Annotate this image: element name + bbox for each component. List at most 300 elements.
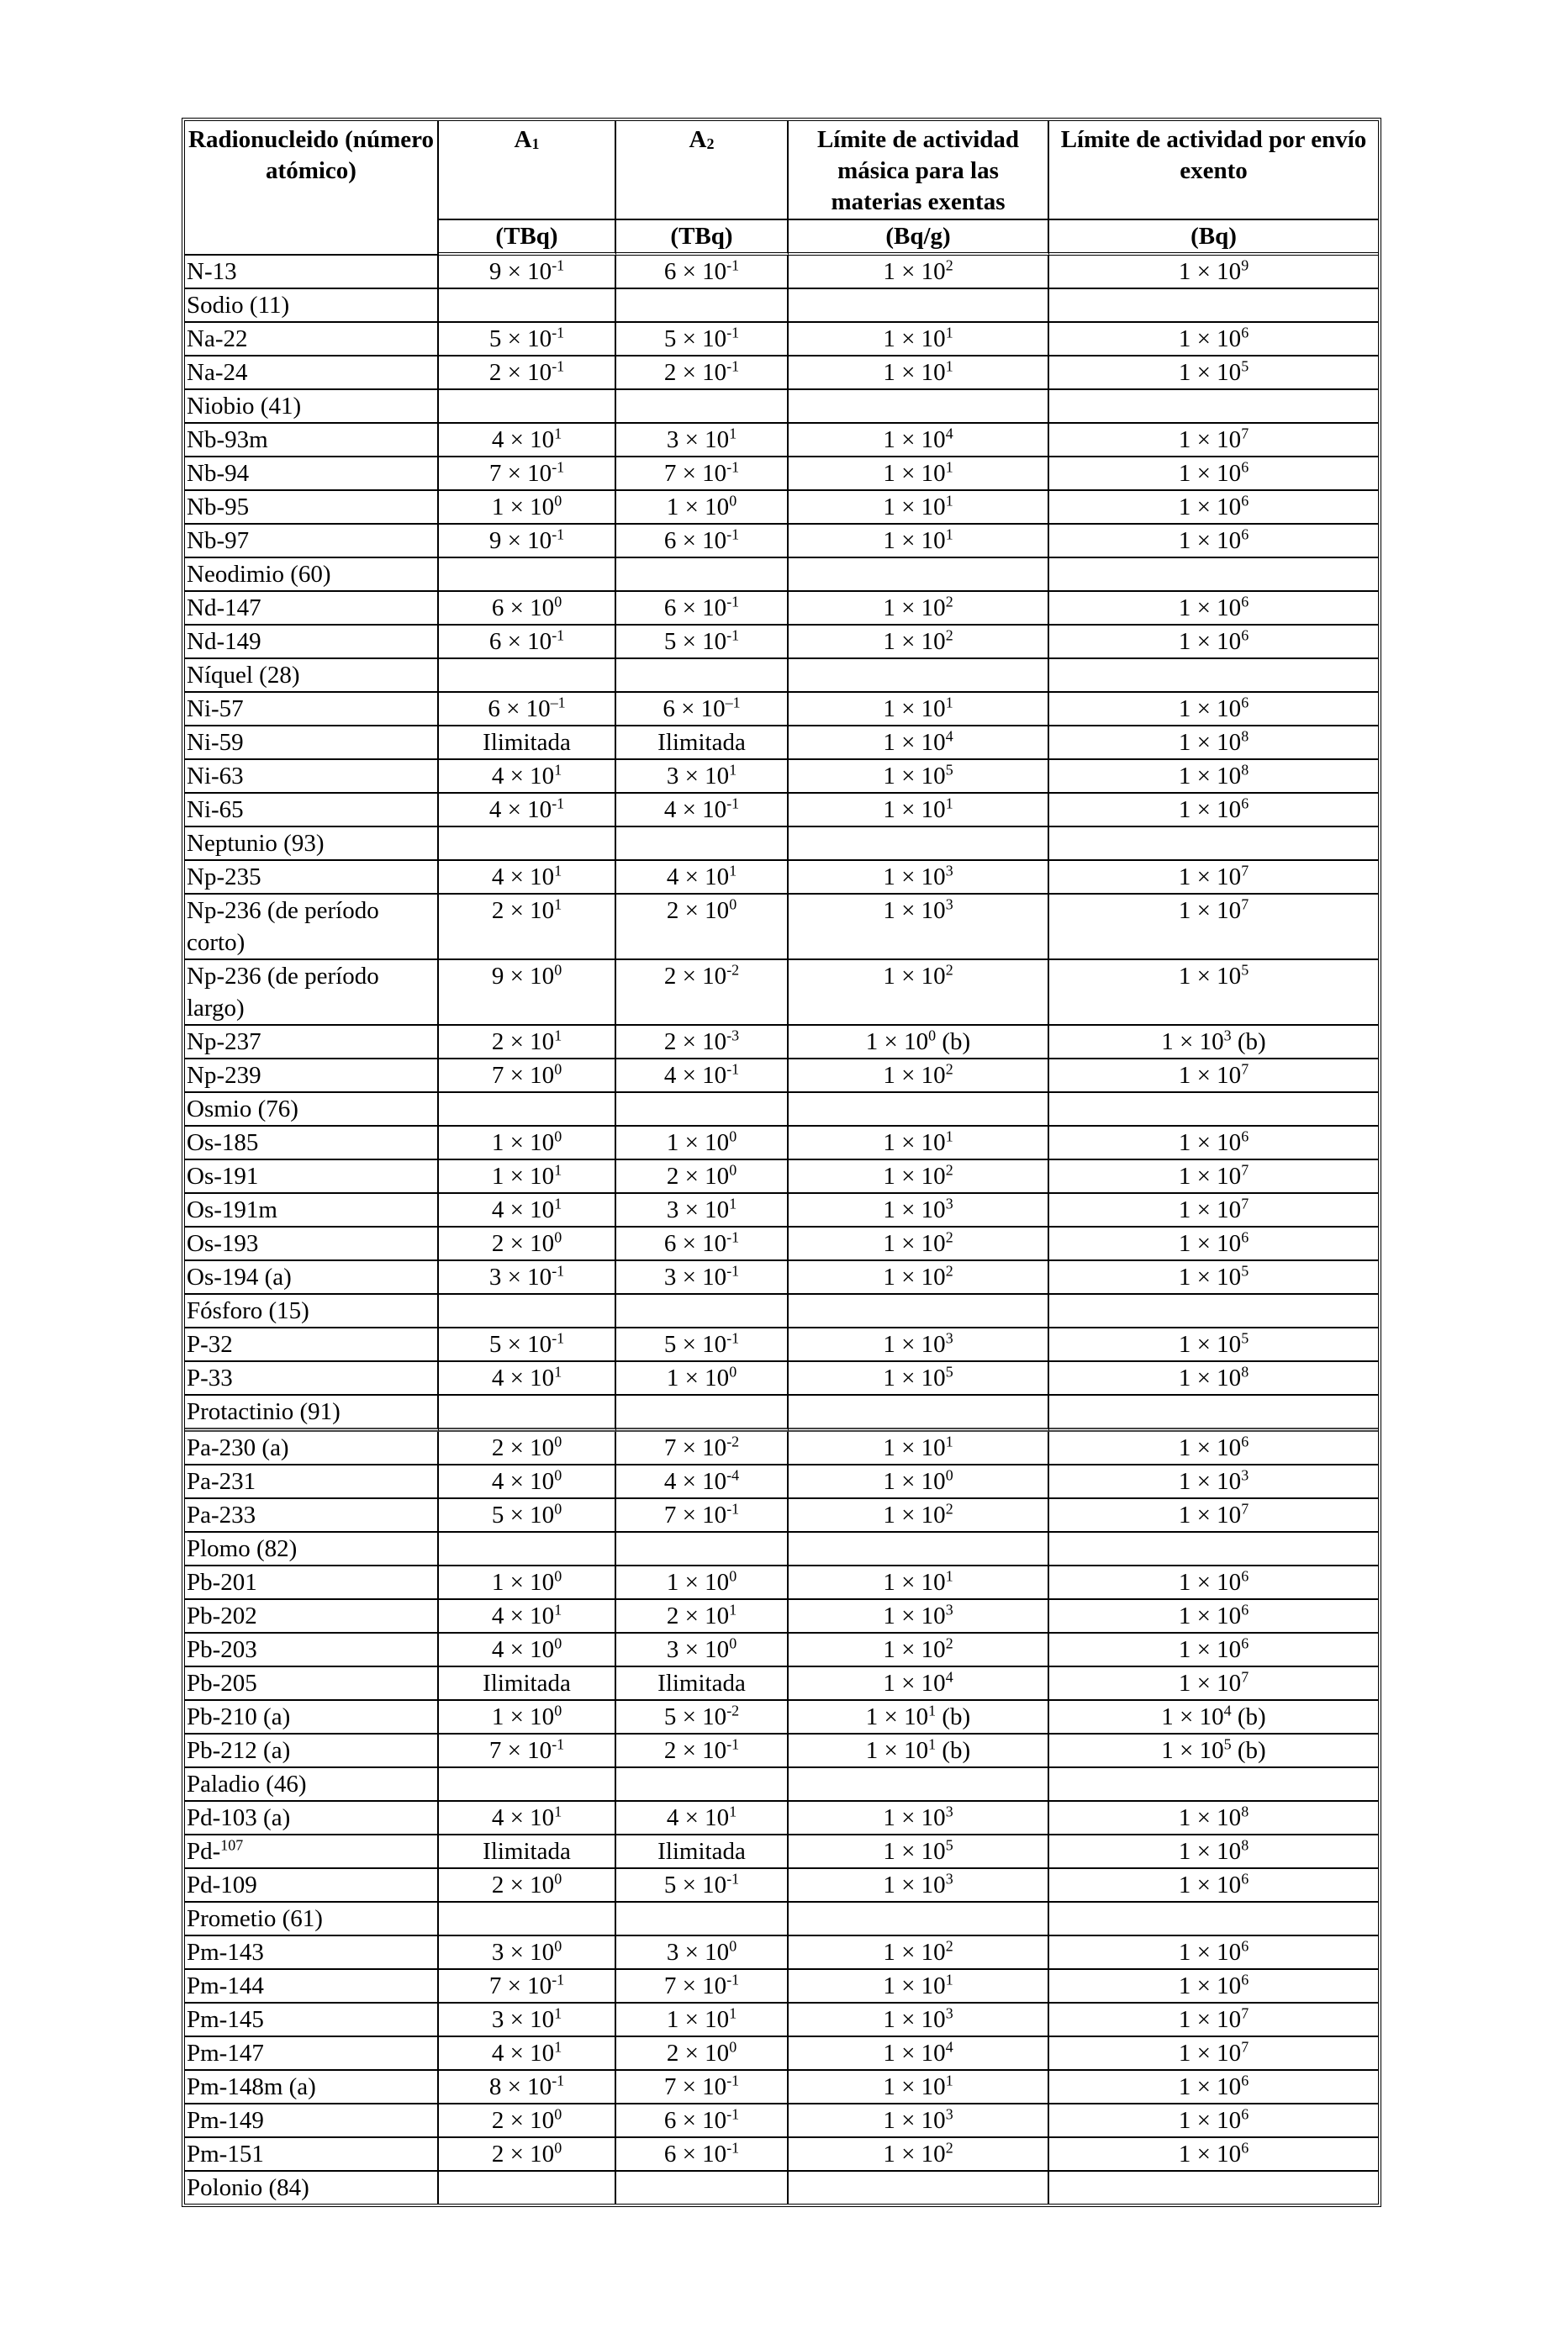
table-row <box>185 1735 1378 1768</box>
a2-cell: $5 \times 10^{-2}$ <box>616 1701 789 1735</box>
radionuclide-cell: Pb-212 (a) <box>185 1735 439 1768</box>
radionuclide-cell: Fósforo (15) <box>185 1295 439 1328</box>
a2-cell: $3 \times 10^0$ <box>616 1634 789 1667</box>
a1-cell: $4 \times 10^1$ <box>439 1802 616 1835</box>
a2-cell: $5 \times 10^{-1}$ <box>616 1869 789 1903</box>
a2-cell <box>616 2172 789 2204</box>
a1-cell: $9 \times 10^{-1}$ <box>439 256 616 289</box>
consignment-limit-cell <box>1049 1295 1378 1328</box>
radionuclide-cell: P-33 <box>185 1362 439 1396</box>
a2-cell: $4 \times 10^{-4}$ <box>616 1465 789 1499</box>
table-row <box>185 1228 1378 1261</box>
radionuclide-cell: Nd-147 <box>185 592 439 626</box>
mass-limit-cell: $1 \times 10^1$ <box>789 491 1049 525</box>
a1-cell: $4 \times 10^0$ <box>439 1634 616 1667</box>
a1-cell: $9 \times 10^{-1}$ <box>439 525 616 558</box>
radionuclide-cell: Ni-65 <box>185 794 439 827</box>
element-group-row <box>185 289 1378 323</box>
consignment-limit-cell: $1 \times 10^9$ <box>1049 256 1378 289</box>
a2-cell: $6 \times 10^{-1}$ <box>616 2138 789 2172</box>
a1-cell: $3 \times 10^{-1}$ <box>439 1261 616 1295</box>
consignment-limit-cell: $1 \times 10^3$ <box>1049 1465 1378 1499</box>
consignment-limit-cell: $1 \times 10^6$ <box>1049 1127 1378 1160</box>
table-row <box>185 626 1378 659</box>
a2-cell: $2 \times 10^{-3}$ <box>616 1026 789 1059</box>
consignment-limit-cell <box>1049 1396 1378 1432</box>
consignment-limit-cell <box>1049 827 1378 861</box>
radionuclide-cell: Nb-93m <box>185 424 439 457</box>
radionuclide-cell: Np-235 <box>185 861 439 895</box>
a1-cell: $2 \times 10^{-1}$ <box>439 356 616 390</box>
mass-limit-cell: $1 \times 10^4$ <box>789 2037 1049 2071</box>
mass-limit-cell: $1 \times 10^1$ (b) <box>789 1701 1049 1735</box>
consignment-limit-cell: $1 \times 10^6$ <box>1049 626 1378 659</box>
consignment-limit-cell: $1 \times 10^7$ <box>1049 424 1378 457</box>
table-row <box>185 1667 1378 1701</box>
table-row <box>185 1936 1378 1970</box>
table-row <box>185 861 1378 895</box>
consignment-limit-cell: $1 \times 10^6$ <box>1049 1634 1378 1667</box>
header-radionuclide <box>185 121 439 256</box>
radionuclide-cell: Sodio (11) <box>185 289 439 323</box>
consignment-limit-cell: $1 \times 10^5$ <box>1049 1261 1378 1295</box>
a1-cell <box>439 827 616 861</box>
mass-limit-cell <box>789 659 1049 693</box>
a2-cell <box>616 1533 789 1566</box>
consignment-limit-cell: $1 \times 10^7$ <box>1049 2004 1378 2037</box>
a1-cell: $7 \times 10^{-1}$ <box>439 1735 616 1768</box>
a2-cell <box>616 1768 789 1802</box>
radionuclide-cell: Paladio (46) <box>185 1768 439 1802</box>
table-row <box>185 1600 1378 1634</box>
a1-cell: Ilimitada <box>439 1667 616 1701</box>
mass-limit-cell <box>789 390 1049 424</box>
a1-cell: $3 \times 10^0$ <box>439 1936 616 1970</box>
consignment-limit-cell: $1 \times 10^6$ <box>1049 525 1378 558</box>
element-group-row <box>185 1903 1378 1936</box>
mass-limit-cell: $1 \times 10^2$ <box>789 626 1049 659</box>
radionuclide-cell: Pb-202 <box>185 1600 439 1634</box>
unit-mass: (Bq/g) <box>789 220 1049 256</box>
radionuclide-cell: Os-194 (a) <box>185 1261 439 1295</box>
consignment-limit-cell: $1 \times 10^6$ <box>1049 1228 1378 1261</box>
a1-cell: $1 \times 10^0$ <box>439 1566 616 1600</box>
mass-limit-cell: $1 \times 10^2$ <box>789 2138 1049 2172</box>
a2-cell: $5 \times 10^{-1}$ <box>616 323 789 356</box>
a2-cell: Ilimitada <box>616 726 789 760</box>
mass-limit-cell: $1 \times 10^2$ <box>789 1261 1049 1295</box>
a1-cell: $5 \times 10^0$ <box>439 1499 616 1533</box>
a2-cell: $4 \times 10^1$ <box>616 1802 789 1835</box>
table-body <box>185 256 1378 2204</box>
a1-cell: Ilimitada <box>439 726 616 760</box>
consignment-limit-cell: $1 \times 10^6$ <box>1049 2138 1378 2172</box>
mass-limit-cell: $1 \times 10^2$ <box>789 1160 1049 1194</box>
a2-cell: $7 \times 10^{-1}$ <box>616 2071 789 2104</box>
a1-cell: $2 \times 10^0$ <box>439 1228 616 1261</box>
mass-limit-cell: $1 \times 10^3$ <box>789 1600 1049 1634</box>
radionuclide-cell: Niobio (41) <box>185 390 439 424</box>
a2-cell: $3 \times 10^1$ <box>616 424 789 457</box>
a2-cell: $3 \times 10^1$ <box>616 1194 789 1228</box>
a1-cell: $4 \times 10^1$ <box>439 1362 616 1396</box>
mass-limit-cell: $1 \times 10^5$ <box>789 1835 1049 1869</box>
radionuclide-cell: Protactinio (91) <box>185 1396 439 1432</box>
a1-cell: $7 \times 10^{-1}$ <box>439 457 616 491</box>
radionuclide-cell: Níquel (28) <box>185 659 439 693</box>
a2-cell: $6 \times 10^{-1}$ <box>616 2104 789 2138</box>
radionuclide-cell: Np-236 (de período corto) <box>185 895 439 960</box>
a1-cell: $5 \times 10^{-1}$ <box>439 323 616 356</box>
consignment-limit-cell: $1 \times 10^6$ <box>1049 457 1378 491</box>
header-a1-label: A <box>514 126 532 153</box>
mass-limit-cell: $1 \times 10^2$ <box>789 960 1049 1026</box>
consignment-limit-cell <box>1049 390 1378 424</box>
consignment-limit-cell: $1 \times 10^6$ <box>1049 323 1378 356</box>
consignment-limit-cell: $1 \times 10^6$ <box>1049 491 1378 525</box>
a1-cell: $2 \times 10^0$ <box>439 1432 616 1465</box>
a2-cell: $1 \times 10^0$ <box>616 1566 789 1600</box>
mass-limit-cell: $1 \times 10^3$ <box>789 1328 1049 1362</box>
consignment-limit-cell <box>1049 289 1378 323</box>
radionuclide-cell: Ni-57 <box>185 693 439 726</box>
a2-cell: $4 \times 10^1$ <box>616 861 789 895</box>
header-a2 <box>616 121 789 220</box>
header-radionuclide-label: Radionucleido (número atómico) <box>188 126 434 184</box>
a2-cell: $4 \times 10^{-1}$ <box>616 794 789 827</box>
table-row <box>185 1261 1378 1295</box>
header-mass-limit-label: Límite de actividad másica para las materias exentas <box>816 126 1020 215</box>
table-row <box>185 1127 1378 1160</box>
table-row <box>185 1059 1378 1093</box>
a2-cell <box>616 1295 789 1328</box>
a2-cell: $2 \times 10^0$ <box>616 2037 789 2071</box>
a2-cell: $5 \times 10^{-1}$ <box>616 626 789 659</box>
radionuclide-cell: Osmio (76) <box>185 1093 439 1127</box>
consignment-limit-cell: $1 \times 10^8$ <box>1049 1802 1378 1835</box>
mass-limit-cell: $1 \times 10^1$ <box>789 693 1049 726</box>
a2-cell <box>616 390 789 424</box>
a2-cell <box>616 1093 789 1127</box>
a1-cell <box>439 659 616 693</box>
consignment-limit-cell: $1 \times 10^6$ <box>1049 592 1378 626</box>
a2-cell: $2 \times 10^0$ <box>616 1160 789 1194</box>
a1-cell: $6 \times 10^{-1}$ <box>439 626 616 659</box>
mass-limit-cell: $1 \times 10^2$ <box>789 256 1049 289</box>
a2-cell <box>616 1396 789 1432</box>
mass-limit-cell <box>789 1396 1049 1432</box>
a2-cell: $2 \times 10^{-2}$ <box>616 960 789 1026</box>
a1-cell: $4 \times 10^{-1}$ <box>439 794 616 827</box>
table-row <box>185 1160 1378 1194</box>
element-group-row <box>185 1768 1378 1802</box>
element-group-row <box>185 558 1378 592</box>
radionuclide-cell: Pm-143 <box>185 1936 439 1970</box>
a1-cell: $4 \times 10^1$ <box>439 2037 616 2071</box>
a1-cell: $2 \times 10^0$ <box>439 1869 616 1903</box>
a2-cell <box>616 827 789 861</box>
header-consignment-limit <box>1049 121 1378 220</box>
a1-cell: $1 \times 10^0$ <box>439 491 616 525</box>
a1-cell: $2 \times 10^1$ <box>439 1026 616 1059</box>
element-group-row <box>185 1093 1378 1127</box>
a1-cell: $4 \times 10^1$ <box>439 1600 616 1634</box>
mass-limit-cell: $1 \times 10^3$ <box>789 861 1049 895</box>
consignment-limit-cell: $1 \times 10^8$ <box>1049 726 1378 760</box>
consignment-limit-cell: $1 \times 10^7$ <box>1049 1499 1378 1533</box>
table-row <box>185 525 1378 558</box>
table-row <box>185 1432 1378 1465</box>
radionuclide-cell: Pa-230 (a) <box>185 1432 439 1465</box>
consignment-limit-cell: $1 \times 10^5$ <box>1049 960 1378 1026</box>
consignment-limit-cell <box>1049 659 1378 693</box>
a1-cell <box>439 1903 616 1936</box>
a2-cell: $7 \times 10^{-1}$ <box>616 1499 789 1533</box>
consignment-limit-cell: $1 \times 10^6$ <box>1049 1869 1378 1903</box>
table-row <box>185 1835 1378 1869</box>
consignment-limit-cell <box>1049 1533 1378 1566</box>
a1-cell: $2 \times 10^1$ <box>439 895 616 960</box>
radionuclide-cell: Pm-145 <box>185 2004 439 2037</box>
radionuclide-cell: Pb-210 (a) <box>185 1701 439 1735</box>
mass-limit-cell: $1 \times 10^0$ <box>789 1465 1049 1499</box>
table-row <box>185 1499 1378 1533</box>
a2-cell: $6 \times 10^{-1}$ <box>616 1228 789 1261</box>
a1-cell <box>439 1093 616 1127</box>
radionuclide-cell: Os-191m <box>185 1194 439 1228</box>
radionuclide-cell: P-32 <box>185 1328 439 1362</box>
mass-limit-cell: $1 \times 10^3$ <box>789 895 1049 960</box>
table-row <box>185 1634 1378 1667</box>
mass-limit-cell: $1 \times 10^2$ <box>789 1059 1049 1093</box>
a1-cell: $9 \times 10^0$ <box>439 960 616 1026</box>
table-row <box>185 1701 1378 1735</box>
table-row <box>185 1362 1378 1396</box>
element-group-row <box>185 1295 1378 1328</box>
mass-limit-cell: $1 \times 10^1$ <box>789 525 1049 558</box>
a2-cell: $1 \times 10^0$ <box>616 1362 789 1396</box>
consignment-limit-cell: $1 \times 10^6$ <box>1049 2104 1378 2138</box>
consignment-limit-cell: $1 \times 10^6$ <box>1049 1566 1378 1600</box>
mass-limit-cell <box>789 2172 1049 2204</box>
mass-limit-cell: $1 \times 10^4$ <box>789 1667 1049 1701</box>
mass-limit-cell: $1 \times 10^1$ <box>789 1432 1049 1465</box>
radionuclide-cell: Pd-103 (a) <box>185 1802 439 1835</box>
a1-cell: $1 \times 10^0$ <box>439 1701 616 1735</box>
radionuclide-cell: Neptunio (93) <box>185 827 439 861</box>
a2-cell: $5 \times 10^{-1}$ <box>616 1328 789 1362</box>
mass-limit-cell: $1 \times 10^3$ <box>789 2004 1049 2037</box>
radionuclide-cell: Neodimio (60) <box>185 558 439 592</box>
a1-cell <box>439 1295 616 1328</box>
header-a1-subscript: 1 <box>531 135 540 152</box>
consignment-limit-cell: $1 \times 10^7$ <box>1049 1059 1378 1093</box>
radionuclide-cell: Polonio (84) <box>185 2172 439 2204</box>
radionuclide-cell: Na-24 <box>185 356 439 390</box>
mass-limit-cell: $1 \times 10^2$ <box>789 1936 1049 1970</box>
consignment-limit-cell: $1 \times 10^7$ <box>1049 895 1378 960</box>
radionuclide-cell: Prometio (61) <box>185 1903 439 1936</box>
a1-cell <box>439 1533 616 1566</box>
mass-limit-cell <box>789 1903 1049 1936</box>
a1-cell: $4 \times 10^1$ <box>439 760 616 794</box>
a2-cell: Ilimitada <box>616 1835 789 1869</box>
a2-cell <box>616 659 789 693</box>
consignment-limit-cell: $1 \times 10^7$ <box>1049 2037 1378 2071</box>
mass-limit-cell: $1 \times 10^2$ <box>789 1634 1049 1667</box>
mass-limit-cell: $1 \times 10^1$ (b) <box>789 1735 1049 1768</box>
table-row <box>185 1194 1378 1228</box>
table-row <box>185 1566 1378 1600</box>
radionuclide-cell: Pa-231 <box>185 1465 439 1499</box>
consignment-limit-cell: $1 \times 10^6$ <box>1049 794 1378 827</box>
radionuclide-cell: Np-239 <box>185 1059 439 1093</box>
unit-consignment: (Bq) <box>1049 220 1378 256</box>
mass-limit-cell: $1 \times 10^0$ (b) <box>789 1026 1049 1059</box>
header-a2-label: A <box>689 126 707 153</box>
unit-a2: (TBq) <box>616 220 789 256</box>
consignment-limit-cell: $1 \times 10^5$ (b) <box>1049 1735 1378 1768</box>
radionuclide-cell: Nb-94 <box>185 457 439 491</box>
radionuclide-cell: Ni-59 <box>185 726 439 760</box>
a2-cell: $6 \times 10^{-1}$ <box>616 256 789 289</box>
consignment-limit-cell: $1 \times 10^6$ <box>1049 1970 1378 2004</box>
a2-cell <box>616 1903 789 1936</box>
a1-cell <box>439 1396 616 1432</box>
consignment-limit-cell <box>1049 1903 1378 1936</box>
consignment-limit-cell: $1 \times 10^6$ <box>1049 1936 1378 1970</box>
mass-limit-cell: $1 \times 10^2$ <box>789 1228 1049 1261</box>
mass-limit-cell <box>789 1533 1049 1566</box>
unit-a1: (TBq) <box>439 220 616 256</box>
consignment-limit-cell: $1 \times 10^6$ <box>1049 2071 1378 2104</box>
table-row <box>185 693 1378 726</box>
element-group-row <box>185 1533 1378 1566</box>
mass-limit-cell: $1 \times 10^1$ <box>789 1566 1049 1600</box>
a2-cell: $7 \times 10^{-2}$ <box>616 1432 789 1465</box>
mass-limit-cell: $1 \times 10^3$ <box>789 2104 1049 2138</box>
consignment-limit-cell: $1 \times 10^8$ <box>1049 1835 1378 1869</box>
header-a1 <box>439 121 616 220</box>
radionuclide-cell: Pd-109 <box>185 1869 439 1903</box>
table-row <box>185 1465 1378 1499</box>
mass-limit-cell: $1 \times 10^4$ <box>789 726 1049 760</box>
a2-cell: $2 \times 10^1$ <box>616 1600 789 1634</box>
consignment-limit-cell: $1 \times 10^4$ (b) <box>1049 1701 1378 1735</box>
table-row <box>185 760 1378 794</box>
mass-limit-cell: $1 \times 10^1$ <box>789 457 1049 491</box>
radionuclide-cell: Pm-151 <box>185 2138 439 2172</box>
a2-cell: $6 \times 10^{-1}$ <box>616 592 789 626</box>
radionuclide-cell: Nb-97 <box>185 525 439 558</box>
a1-cell: $4 \times 10^1$ <box>439 1194 616 1228</box>
consignment-limit-cell <box>1049 2172 1378 2204</box>
a1-cell: $2 \times 10^0$ <box>439 2138 616 2172</box>
a1-cell: $4 \times 10^1$ <box>439 424 616 457</box>
mass-limit-cell: $1 \times 10^2$ <box>789 1499 1049 1533</box>
a1-cell: Ilimitada <box>439 1835 616 1869</box>
a1-cell: $3 \times 10^1$ <box>439 2004 616 2037</box>
a1-cell <box>439 289 616 323</box>
radionuclide-cell: Os-191 <box>185 1160 439 1194</box>
consignment-limit-cell <box>1049 1768 1378 1802</box>
table-row <box>185 2138 1378 2172</box>
radionuclide-cell: Os-185 <box>185 1127 439 1160</box>
a1-cell: $2 \times 10^0$ <box>439 2104 616 2138</box>
a1-cell: $1 \times 10^1$ <box>439 1160 616 1194</box>
consignment-limit-cell: $1 \times 10^8$ <box>1049 760 1378 794</box>
radionuclide-cell: Pb-205 <box>185 1667 439 1701</box>
consignment-limit-cell: $1 \times 10^5$ <box>1049 1328 1378 1362</box>
table-row <box>185 1328 1378 1362</box>
radionuclide-cell: Nd-149 <box>185 626 439 659</box>
a1-cell: $4 \times 10^1$ <box>439 861 616 895</box>
mass-limit-cell: $1 \times 10^3$ <box>789 1869 1049 1903</box>
a2-cell: $1 \times 10^0$ <box>616 491 789 525</box>
a2-cell: $2 \times 10^0$ <box>616 895 789 960</box>
header-a2-subscript: 2 <box>706 135 715 152</box>
a2-cell: $6 \times 10^{-1}$ <box>616 525 789 558</box>
mass-limit-cell <box>789 1768 1049 1802</box>
document-page <box>182 118 1380 2207</box>
table-row <box>185 1869 1378 1903</box>
consignment-limit-cell: $1 \times 10^7$ <box>1049 861 1378 895</box>
mass-limit-cell <box>789 1093 1049 1127</box>
mass-limit-cell: $1 \times 10^1$ <box>789 794 1049 827</box>
radionuclide-cell: Pb-201 <box>185 1566 439 1600</box>
consignment-limit-cell: $1 \times 10^6$ <box>1049 693 1378 726</box>
table-row <box>185 895 1378 960</box>
a1-cell <box>439 558 616 592</box>
a2-cell <box>616 289 789 323</box>
radionuclide-cell: Pm-148m (a) <box>185 2071 439 2104</box>
a1-cell: $4 \times 10^0$ <box>439 1465 616 1499</box>
element-group-row <box>185 827 1378 861</box>
a2-cell: Ilimitada <box>616 1667 789 1701</box>
mass-limit-cell <box>789 1295 1049 1328</box>
table-row <box>185 491 1378 525</box>
a1-cell: $8 \times 10^{-1}$ <box>439 2071 616 2104</box>
header-row <box>185 121 1378 220</box>
consignment-limit-cell: $1 \times 10^6$ <box>1049 1600 1378 1634</box>
table-row <box>185 356 1378 390</box>
a2-cell: $3 \times 10^0$ <box>616 1936 789 1970</box>
a2-cell: $7 \times 10^{-1}$ <box>616 457 789 491</box>
header-consignment-limit-label: Límite de actividad por envío exento <box>1060 126 1367 184</box>
mass-limit-cell <box>789 827 1049 861</box>
table-row <box>185 960 1378 1026</box>
mass-limit-cell: $1 \times 10^5$ <box>789 1362 1049 1396</box>
table-row <box>185 2071 1378 2104</box>
a2-cell: $1 \times 10^0$ <box>616 1127 789 1160</box>
a1-cell: $1 \times 10^0$ <box>439 1127 616 1160</box>
mass-limit-cell: $1 \times 10^1$ <box>789 356 1049 390</box>
a2-cell: $2 \times 10^{-1}$ <box>616 356 789 390</box>
table-row <box>185 2104 1378 2138</box>
radionuclide-cell: Pm-144 <box>185 1970 439 2004</box>
table-row <box>185 256 1378 289</box>
a2-cell: $7 \times 10^{-1}$ <box>616 1970 789 2004</box>
consignment-limit-cell: $1 \times 10^5$ <box>1049 356 1378 390</box>
consignment-limit-cell <box>1049 1093 1378 1127</box>
a2-cell <box>616 558 789 592</box>
a1-cell: $5 \times 10^{-1}$ <box>439 1328 616 1362</box>
mass-limit-cell: $1 \times 10^5$ <box>789 760 1049 794</box>
a2-cell: $6 \times 10^{-1}$ <box>616 693 789 726</box>
radionuclide-cell: Pd-$^{107}$ <box>185 1835 439 1869</box>
element-group-row <box>185 1396 1378 1432</box>
mass-limit-cell <box>789 289 1049 323</box>
